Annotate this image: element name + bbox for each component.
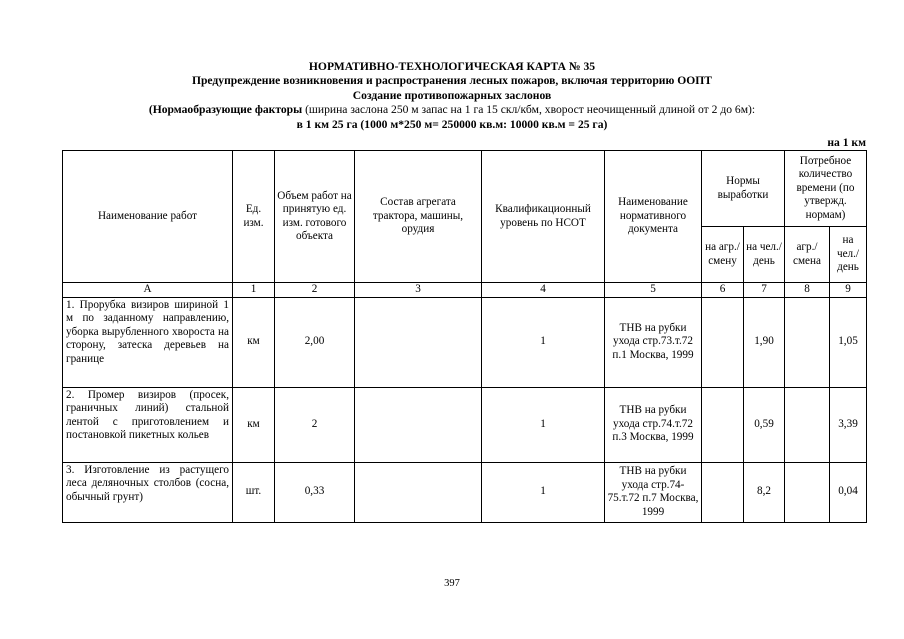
table-row <box>63 387 867 462</box>
work-norm-man: 0,59 <box>744 387 785 462</box>
work-name: 1. Прорубка визиров шириной 1 м по заданному направлению, уборка вырубленного хвороста на сторону, затеска деревьев на границе <box>63 297 233 387</box>
work-composition <box>355 462 482 522</box>
header-composition: Состав агрегата трактора, машины, орудия <box>355 151 482 283</box>
work-unit: шт. <box>233 462 275 522</box>
work-time-agr <box>785 462 830 522</box>
work-composition <box>355 297 482 387</box>
work-volume: 0,33 <box>275 462 355 522</box>
header-time-man: на чел./ день <box>830 227 867 283</box>
work-qualification: 1 <box>482 297 605 387</box>
header-norms: Нормы выработки <box>702 151 785 227</box>
table-row <box>63 297 867 387</box>
work-norm-agr <box>702 297 744 387</box>
work-name: 2. Промер визиров (просек, граничных линий) стальной лентой с приготовлением и постановкой пикетных кольев <box>63 387 233 462</box>
card-topic: Создание противопожарных заслонов <box>352 89 552 102</box>
work-qualification: 1 <box>482 462 605 522</box>
header-time-agr: агр./ смена <box>785 227 830 283</box>
column-number: А <box>63 283 233 298</box>
column-number: 4 <box>482 283 605 298</box>
work-unit: км <box>233 297 275 387</box>
work-norm-man: 8,2 <box>744 462 785 522</box>
work-document: ТНВ на рубки ухода стр.74-75.т.72 п.7 Москва, 1999 <box>605 462 702 522</box>
norm-factors-label: (Нормаобразующие факторы <box>148 103 303 116</box>
column-number: 2 <box>275 283 355 298</box>
work-norm-agr <box>702 387 744 462</box>
header-document: Наименование нормативного документа <box>605 151 702 283</box>
header-norm-man: на чел./ день <box>744 227 785 283</box>
table-row <box>63 462 867 522</box>
work-name: 3. Изготовление из растущего леса деляночных столбов (сосна, обычный грунт) <box>63 462 233 522</box>
work-norm-man: 1,90 <box>744 297 785 387</box>
work-volume: 2 <box>275 387 355 462</box>
work-qualification: 1 <box>482 387 605 462</box>
work-document: ТНВ на рубки ухода стр.73.т.72 п.1 Москва, 1999 <box>605 297 702 387</box>
column-numbers-row <box>63 283 867 298</box>
work-time-agr <box>785 387 830 462</box>
column-number: 8 <box>785 283 830 298</box>
work-composition <box>355 387 482 462</box>
norms-table <box>62 150 867 523</box>
work-norm-agr <box>702 462 744 522</box>
column-number: 5 <box>605 283 702 298</box>
work-time-man: 3,39 <box>830 387 867 462</box>
page-number: 397 <box>444 578 460 589</box>
norm-factors <box>0 103 904 117</box>
column-number: 3 <box>355 283 482 298</box>
unit-label: на 1 км <box>827 136 866 149</box>
header-volume: Объем работ на принятую ед. изм. готового объекта <box>275 151 355 283</box>
work-time-man: 1,05 <box>830 297 867 387</box>
work-unit: км <box>233 387 275 462</box>
card-title: НОРМАТИВНО-ТЕХНОЛОГИЧЕСКАЯ КАРТА № 35 <box>308 60 596 73</box>
header-unit: Ед. изм. <box>233 151 275 283</box>
header-time: Потребное количество времени (по утвержд. нормам) <box>785 151 867 227</box>
header-name: Наименование работ <box>63 151 233 283</box>
header-qualification: Квалификационный уровень по НСОТ <box>482 151 605 283</box>
work-time-agr <box>785 297 830 387</box>
column-number: 1 <box>233 283 275 298</box>
card-subtitle: Предупреждение возникновения и распространения лесных пожаров, включая территорию ООПТ <box>191 74 713 87</box>
norm-factors-text: (ширина заслона 250 м запас на 1 га 15 скл/кбм, хворост неочищенный длиной от 2 до 6м): <box>302 103 756 116</box>
column-number: 9 <box>830 283 867 298</box>
work-volume: 2,00 <box>275 297 355 387</box>
work-time-man: 0,04 <box>830 462 867 522</box>
work-document: ТНВ на рубки ухода стр.74.т.72 п.3 Москва, 1999 <box>605 387 702 462</box>
column-number: 7 <box>744 283 785 298</box>
header-norm-agr: на агр./ смену <box>702 227 744 283</box>
column-number: 6 <box>702 283 744 298</box>
area-calculation: в 1 км 25 га (1000 м*250 м= 250000 кв.м: 10000 кв.м = 25 га) <box>296 118 608 131</box>
